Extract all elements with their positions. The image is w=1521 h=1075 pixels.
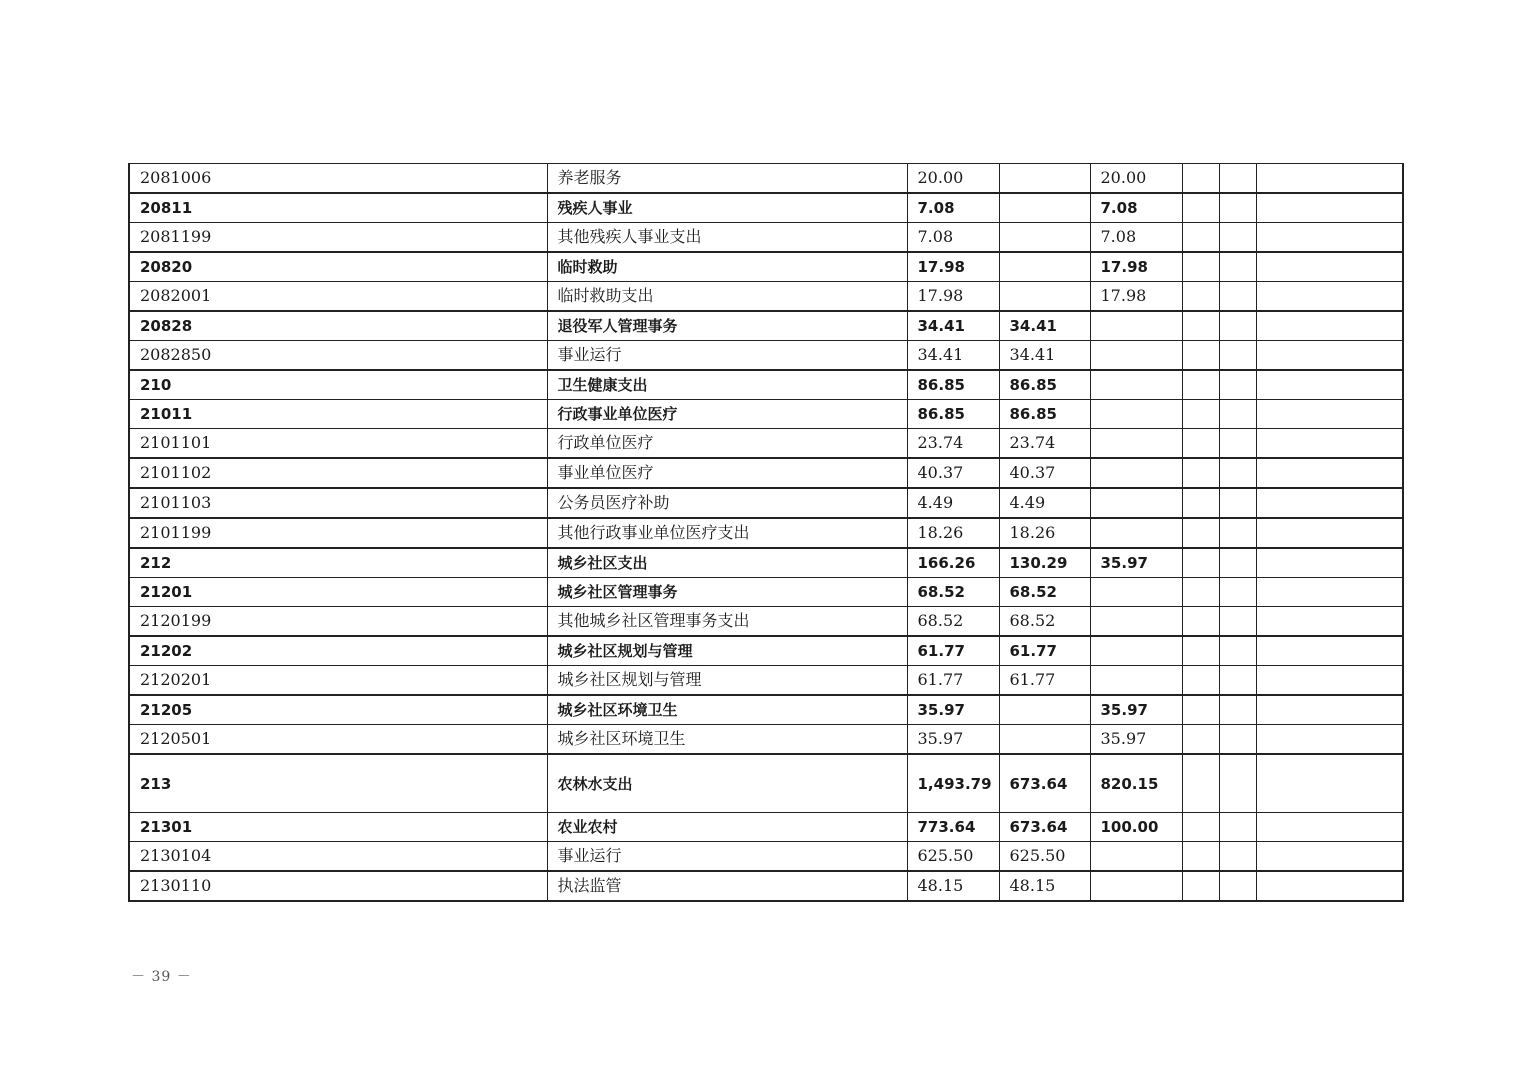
cell-empty [1182, 578, 1219, 607]
cell-empty [1256, 458, 1403, 488]
cell-empty [1182, 223, 1219, 253]
cell-empty [1219, 252, 1256, 282]
cell-basic: 34.41 [999, 341, 1090, 371]
cell-name: 行政单位医疗 [547, 429, 907, 459]
cell-name: 行政事业单位医疗 [547, 400, 907, 429]
cell-project [1090, 636, 1182, 666]
cell-project [1090, 578, 1182, 607]
cell-code: 2130110 [129, 871, 547, 901]
table-row [129, 370, 1403, 400]
cell-empty [1256, 252, 1403, 282]
cell-total: 17.98 [907, 252, 999, 282]
cell-empty [1256, 607, 1403, 637]
cell-empty [1182, 311, 1219, 341]
cell-empty [1219, 636, 1256, 666]
cell-empty [1219, 518, 1256, 548]
cell-empty [1256, 754, 1403, 813]
cell-empty [1219, 695, 1256, 725]
cell-basic: 673.64 [999, 813, 1090, 842]
cell-empty [1182, 607, 1219, 637]
cell-total: 166.26 [907, 548, 999, 578]
cell-total: 773.64 [907, 813, 999, 842]
cell-project: 17.98 [1090, 252, 1182, 282]
cell-empty [1219, 548, 1256, 578]
cell-empty [1256, 370, 1403, 400]
cell-empty [1219, 164, 1256, 194]
cell-name: 事业运行 [547, 341, 907, 371]
cell-name: 城乡社区环境卫生 [547, 725, 907, 755]
table-row [129, 871, 1403, 901]
cell-total: 23.74 [907, 429, 999, 459]
cell-empty [1219, 607, 1256, 637]
cell-empty [1182, 488, 1219, 518]
table-row [129, 223, 1403, 253]
cell-basic: 48.15 [999, 871, 1090, 901]
cell-project: 35.97 [1090, 695, 1182, 725]
cell-empty [1256, 282, 1403, 312]
cell-code: 2120501 [129, 725, 547, 755]
cell-empty [1256, 400, 1403, 429]
cell-basic [999, 695, 1090, 725]
cell-code: 21301 [129, 813, 547, 842]
cell-project: 100.00 [1090, 813, 1182, 842]
cell-basic: 23.74 [999, 429, 1090, 459]
cell-total: 625.50 [907, 842, 999, 872]
table-row [129, 164, 1403, 194]
cell-code: 20820 [129, 252, 547, 282]
cell-code: 2101199 [129, 518, 547, 548]
cell-total: 68.52 [907, 607, 999, 637]
cell-basic: 673.64 [999, 754, 1090, 813]
cell-empty [1182, 636, 1219, 666]
cell-basic: 68.52 [999, 578, 1090, 607]
table-row [129, 400, 1403, 429]
cell-total: 1,493.79 [907, 754, 999, 813]
cell-code: 213 [129, 754, 547, 813]
cell-project [1090, 311, 1182, 341]
cell-empty [1256, 636, 1403, 666]
cell-code: 210 [129, 370, 547, 400]
cell-empty [1256, 578, 1403, 607]
table-row [129, 813, 1403, 842]
cell-basic: 61.77 [999, 666, 1090, 696]
cell-name: 养老服务 [547, 164, 907, 194]
table-row [129, 842, 1403, 872]
cell-empty [1219, 282, 1256, 312]
cell-total: 40.37 [907, 458, 999, 488]
cell-basic [999, 193, 1090, 223]
cell-code: 21011 [129, 400, 547, 429]
cell-basic: 625.50 [999, 842, 1090, 872]
cell-empty [1219, 871, 1256, 901]
cell-project [1090, 518, 1182, 548]
cell-empty [1219, 223, 1256, 253]
cell-empty [1219, 754, 1256, 813]
cell-project [1090, 458, 1182, 488]
cell-total: 86.85 [907, 400, 999, 429]
cell-empty [1219, 429, 1256, 459]
cell-total: 4.49 [907, 488, 999, 518]
cell-project: 820.15 [1090, 754, 1182, 813]
cell-empty [1219, 370, 1256, 400]
cell-empty [1256, 725, 1403, 755]
table-row [129, 429, 1403, 459]
cell-code: 21202 [129, 636, 547, 666]
cell-empty [1182, 842, 1219, 872]
cell-basic: 18.26 [999, 518, 1090, 548]
cell-name: 城乡社区规划与管理 [547, 636, 907, 666]
cell-total: 17.98 [907, 282, 999, 312]
cell-name: 农业农村 [547, 813, 907, 842]
cell-basic [999, 252, 1090, 282]
cell-empty [1182, 754, 1219, 813]
cell-name: 公务员医疗补助 [547, 488, 907, 518]
table-body [129, 164, 1403, 902]
table-row [129, 341, 1403, 371]
cell-empty [1182, 518, 1219, 548]
cell-name: 事业单位医疗 [547, 458, 907, 488]
cell-name: 执法监管 [547, 871, 907, 901]
cell-project: 35.97 [1090, 725, 1182, 755]
table-row [129, 578, 1403, 607]
cell-name: 退役军人管理事务 [547, 311, 907, 341]
cell-empty [1182, 252, 1219, 282]
cell-basic: 86.85 [999, 400, 1090, 429]
cell-total: 34.41 [907, 341, 999, 371]
cell-name: 城乡社区支出 [547, 548, 907, 578]
cell-empty [1182, 548, 1219, 578]
table-row [129, 252, 1403, 282]
cell-basic [999, 725, 1090, 755]
cell-code: 2101103 [129, 488, 547, 518]
cell-code: 2081006 [129, 164, 547, 194]
cell-empty [1182, 429, 1219, 459]
cell-empty [1219, 666, 1256, 696]
cell-empty [1219, 488, 1256, 518]
cell-empty [1219, 341, 1256, 371]
cell-name: 临时救助 [547, 252, 907, 282]
cell-project: 20.00 [1090, 164, 1182, 194]
cell-project [1090, 429, 1182, 459]
table-row [129, 666, 1403, 696]
cell-name: 残疾人事业 [547, 193, 907, 223]
cell-empty [1182, 695, 1219, 725]
cell-name: 城乡社区环境卫生 [547, 695, 907, 725]
cell-total: 20.00 [907, 164, 999, 194]
cell-empty [1219, 458, 1256, 488]
table-row [129, 725, 1403, 755]
cell-empty [1182, 164, 1219, 194]
cell-total: 7.08 [907, 223, 999, 253]
cell-total: 35.97 [907, 695, 999, 725]
table-row [129, 636, 1403, 666]
table-row [129, 458, 1403, 488]
cell-empty [1256, 164, 1403, 194]
table-row [129, 311, 1403, 341]
cell-name: 临时救助支出 [547, 282, 907, 312]
cell-code: 2082001 [129, 282, 547, 312]
cell-name: 城乡社区规划与管理 [547, 666, 907, 696]
cell-empty [1256, 548, 1403, 578]
cell-name: 其他城乡社区管理事务支出 [547, 607, 907, 637]
cell-basic: 130.29 [999, 548, 1090, 578]
cell-empty [1182, 813, 1219, 842]
cell-project [1090, 842, 1182, 872]
cell-code: 2120199 [129, 607, 547, 637]
cell-code: 20811 [129, 193, 547, 223]
cell-code: 21205 [129, 695, 547, 725]
cell-project: 17.98 [1090, 282, 1182, 312]
cell-empty [1219, 193, 1256, 223]
cell-name: 其他残疾人事业支出 [547, 223, 907, 253]
cell-empty [1182, 370, 1219, 400]
cell-code: 21201 [129, 578, 547, 607]
cell-empty [1256, 488, 1403, 518]
cell-empty [1219, 400, 1256, 429]
cell-name: 其他行政事业单位医疗支出 [547, 518, 907, 548]
cell-project [1090, 341, 1182, 371]
cell-empty [1182, 193, 1219, 223]
cell-empty [1219, 725, 1256, 755]
cell-basic: 4.49 [999, 488, 1090, 518]
cell-empty [1256, 695, 1403, 725]
cell-total: 68.52 [907, 578, 999, 607]
cell-project [1090, 400, 1182, 429]
cell-empty [1219, 578, 1256, 607]
cell-project [1090, 871, 1182, 901]
table-row [129, 695, 1403, 725]
cell-code: 2081199 [129, 223, 547, 253]
cell-empty [1256, 429, 1403, 459]
cell-basic: 86.85 [999, 370, 1090, 400]
cell-empty [1182, 725, 1219, 755]
cell-empty [1256, 341, 1403, 371]
table-row [129, 488, 1403, 518]
cell-basic: 61.77 [999, 636, 1090, 666]
table-row [129, 193, 1403, 223]
cell-empty [1182, 666, 1219, 696]
cell-empty [1219, 842, 1256, 872]
page-number: － 39 － [131, 969, 192, 985]
cell-project: 7.08 [1090, 193, 1182, 223]
table-row [129, 607, 1403, 637]
cell-total: 34.41 [907, 311, 999, 341]
cell-empty [1256, 223, 1403, 253]
cell-empty [1182, 341, 1219, 371]
cell-code: 212 [129, 548, 547, 578]
cell-total: 18.26 [907, 518, 999, 548]
cell-basic [999, 223, 1090, 253]
table-row [129, 518, 1403, 548]
cell-total: 61.77 [907, 636, 999, 666]
cell-empty [1182, 458, 1219, 488]
cell-basic [999, 164, 1090, 194]
cell-project [1090, 607, 1182, 637]
cell-empty [1256, 518, 1403, 548]
cell-total: 7.08 [907, 193, 999, 223]
cell-basic: 68.52 [999, 607, 1090, 637]
cell-empty [1256, 813, 1403, 842]
cell-empty [1256, 666, 1403, 696]
cell-code: 2120201 [129, 666, 547, 696]
cell-project: 7.08 [1090, 223, 1182, 253]
cell-empty [1219, 813, 1256, 842]
cell-project [1090, 488, 1182, 518]
cell-empty [1256, 311, 1403, 341]
table-row [129, 548, 1403, 578]
cell-name: 城乡社区管理事务 [547, 578, 907, 607]
cell-total: 48.15 [907, 871, 999, 901]
table-row [129, 754, 1403, 813]
cell-basic: 34.41 [999, 311, 1090, 341]
cell-empty [1182, 400, 1219, 429]
cell-total: 86.85 [907, 370, 999, 400]
cell-empty [1256, 842, 1403, 872]
cell-empty [1256, 193, 1403, 223]
cell-empty [1256, 871, 1403, 901]
cell-total: 35.97 [907, 725, 999, 755]
cell-project [1090, 370, 1182, 400]
table-row [129, 282, 1403, 312]
cell-empty [1219, 311, 1256, 341]
cell-name: 事业运行 [547, 842, 907, 872]
cell-name: 卫生健康支出 [547, 370, 907, 400]
cell-code: 2101102 [129, 458, 547, 488]
cell-basic: 40.37 [999, 458, 1090, 488]
cell-total: 61.77 [907, 666, 999, 696]
cell-code: 20828 [129, 311, 547, 341]
cell-code: 2130104 [129, 842, 547, 872]
cell-code: 2101101 [129, 429, 547, 459]
cell-empty [1182, 282, 1219, 312]
cell-project [1090, 666, 1182, 696]
cell-basic [999, 282, 1090, 312]
cell-empty [1182, 871, 1219, 901]
budget-table [128, 163, 1404, 902]
cell-code: 2082850 [129, 341, 547, 371]
cell-project: 35.97 [1090, 548, 1182, 578]
cell-name: 农林水支出 [547, 754, 907, 813]
